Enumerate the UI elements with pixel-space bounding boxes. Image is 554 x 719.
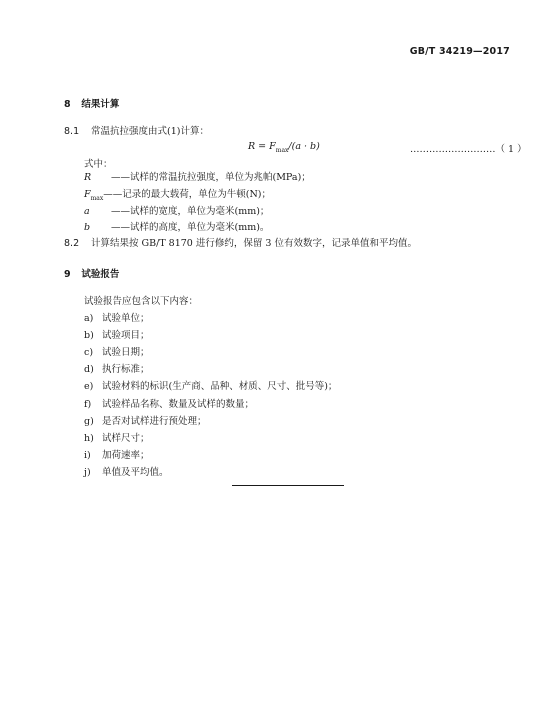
list-item-label: a) — [84, 313, 94, 324]
where-label: 式中： — [84, 159, 113, 170]
formula-equals: = — [255, 141, 270, 152]
clause-text: 计算结果按 GB/T 8170 进行修约，保留 3 位有效数字，记录单值和平均值。 — [91, 238, 417, 249]
list-item — [84, 327, 150, 341]
formula-lhs: R — [248, 141, 256, 152]
definition-text: ——试样的高度，单位为毫米(mm)。 — [111, 222, 270, 233]
clause-number: 8.1 — [64, 126, 80, 137]
list-item-text: 试验项目； — [102, 330, 150, 342]
list-item — [84, 430, 150, 444]
section-number: 8 — [64, 99, 71, 110]
list-item — [84, 447, 150, 461]
list-item-text: 试验材料的标识(生产商、品种、材质、尺寸、批号等)； — [102, 381, 338, 393]
section-9-heading — [64, 266, 119, 280]
list-item-text: 执行标准； — [102, 364, 150, 376]
definition-symbol: R — [84, 172, 92, 183]
report-intro: 试验报告应包含以下内容： — [84, 296, 199, 307]
clause-number: 8.2 — [64, 238, 80, 249]
definition-symbol: a — [84, 206, 90, 217]
equation-reference: ………………………（ 1 ） — [410, 144, 527, 155]
list-item-label: d) — [84, 364, 94, 376]
definition-text: ——试样的常温抗拉强度，单位为兆帕(MPa)； — [111, 172, 311, 183]
section-number: 9 — [64, 269, 71, 280]
list-item-label: e) — [84, 381, 94, 393]
definition-row — [84, 203, 269, 217]
definition-symbol-subscript: max — [90, 194, 104, 202]
clause-text: 常温抗拉强度由式(1)计算： — [91, 126, 209, 137]
list-item-label: j) — [84, 466, 91, 478]
standard-number: GB/T 34219—2017 — [409, 46, 510, 57]
list-item-text: 试验日期； — [102, 347, 150, 359]
list-item-text: 试验样品名称、数量及试样的数量； — [102, 398, 255, 410]
definition-row — [84, 186, 271, 202]
clause-8-2 — [64, 235, 417, 249]
end-of-document-rule — [232, 485, 344, 486]
list-item-label: h) — [84, 432, 94, 444]
definition-symbol: F — [84, 189, 91, 200]
formula-force-symbol: F — [269, 141, 276, 152]
formula-denominator: /(a · b) — [288, 141, 320, 152]
list-item-text: 试样尺寸； — [102, 432, 150, 444]
list-item — [84, 361, 150, 375]
list-item — [84, 396, 254, 410]
section-title: 结果计算 — [81, 99, 120, 110]
list-item — [84, 378, 337, 392]
formula-subscript: max — [275, 146, 289, 154]
list-item-text: 试验单位； — [102, 313, 150, 324]
list-item-text: 加荷速率； — [102, 449, 150, 461]
definition-text: ——记录的最大载荷，单位为牛顿(N)； — [103, 189, 271, 200]
list-item-label: b) — [84, 330, 94, 342]
list-item-label: c) — [84, 347, 94, 359]
list-item — [84, 464, 169, 478]
list-item — [84, 344, 150, 358]
section-8-heading — [64, 96, 119, 110]
definition-symbol: b — [84, 222, 91, 233]
list-item-text: 单值及平均值。 — [102, 466, 169, 478]
definition-row — [84, 219, 269, 233]
list-item-label: f) — [84, 398, 92, 410]
definition-row — [84, 169, 311, 183]
list-item — [84, 310, 150, 324]
clause-8-1 — [64, 123, 209, 137]
list-item — [84, 413, 207, 427]
list-item-label: i) — [84, 449, 91, 461]
section-title: 试验报告 — [81, 269, 120, 280]
list-item-text: 是否对试样进行预处理； — [102, 415, 207, 427]
strength-formula — [248, 141, 320, 154]
list-item-label: g) — [84, 415, 94, 427]
definition-text: ——试样的宽度，单位为毫米(mm)； — [111, 206, 270, 217]
